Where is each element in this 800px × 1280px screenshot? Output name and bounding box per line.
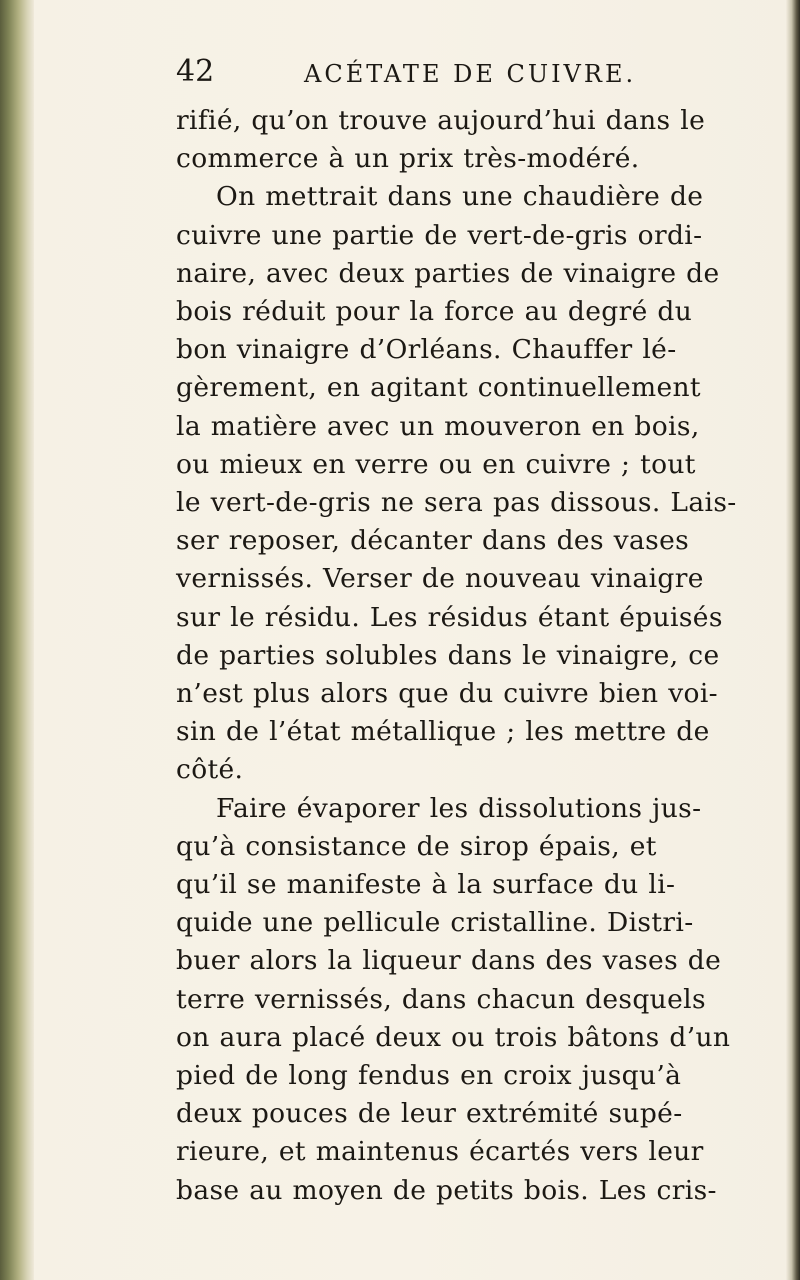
text-line: commerce à un prix très-modéré. — [176, 143, 640, 175]
text-line: cuivre une partie de vert-de-gris ordi- — [176, 219, 703, 251]
page-edge-shadow-right — [786, 0, 800, 1280]
text-line: quide une pellicule cristalline. Distri- — [176, 907, 694, 939]
text-line: la matière avec un mouveron en bois, — [176, 410, 700, 442]
text-line: rieure, et maintenus écartés vers leur — [176, 1136, 704, 1168]
text-line: sur le résidu. Les résidus étant épuisés — [176, 601, 723, 633]
text-line: gèrement, en agitant continuellement — [176, 372, 701, 404]
text-line-paragraph-start: On mettrait dans une chaudière de — [216, 181, 704, 213]
text-line: on aura placé deux ou trois bâtons d’un — [176, 1021, 731, 1053]
text-line-paragraph-start: Faire évaporer les dissolutions jus- — [216, 792, 702, 824]
text-line: pied de long fendus en croix jusqu’à — [176, 1060, 682, 1092]
page-number: 42 — [176, 54, 215, 89]
text-line: vernissés. Verser de nouveau vinaigre — [176, 563, 704, 595]
text-line: bon vinaigre d’Orléans. Chauffer lé- — [176, 334, 677, 366]
text-line: qu’il se manifeste à la surface du li- — [176, 869, 676, 901]
text-line: de parties solubles dans le vinaigre, ce — [176, 639, 720, 671]
page-binding-shadow-left — [0, 0, 34, 1280]
text-line: qu’à consistance de sirop épais, et — [176, 830, 657, 862]
text-line: bois réduit pour la force au degré du — [176, 296, 693, 328]
text-line: n’est plus alors que du cuivre bien voi- — [176, 678, 718, 710]
running-title: ACÉTATE DE CUIVRE. — [304, 60, 637, 88]
text-line: le vert-de-gris ne sera pas dissous. Lais- — [176, 487, 737, 519]
text-line: rifié, qu’on trouve aujourd’hui dans le — [176, 105, 706, 136]
text-line: terre vernissés, dans chacun desquels — [176, 983, 706, 1015]
text-line: sin de l’état métallique ; les mettre de — [176, 716, 710, 748]
text-line: naire, avec deux parties de vinaigre de — [176, 257, 720, 289]
text-line: base au moyen de petits bois. Les cris- — [176, 1174, 717, 1206]
text-line: ser reposer, décanter dans des vases — [176, 525, 690, 557]
body-text — [176, 102, 766, 1210]
text-line: ou mieux en verre ou en cuivre ; tout — [176, 448, 696, 480]
page-header — [176, 52, 736, 96]
text-line: buer alors la liqueur dans des vases de — [176, 945, 722, 977]
text-line: deux pouces de leur extrémité supé- — [176, 1098, 683, 1130]
text-line: côté. — [176, 754, 244, 786]
